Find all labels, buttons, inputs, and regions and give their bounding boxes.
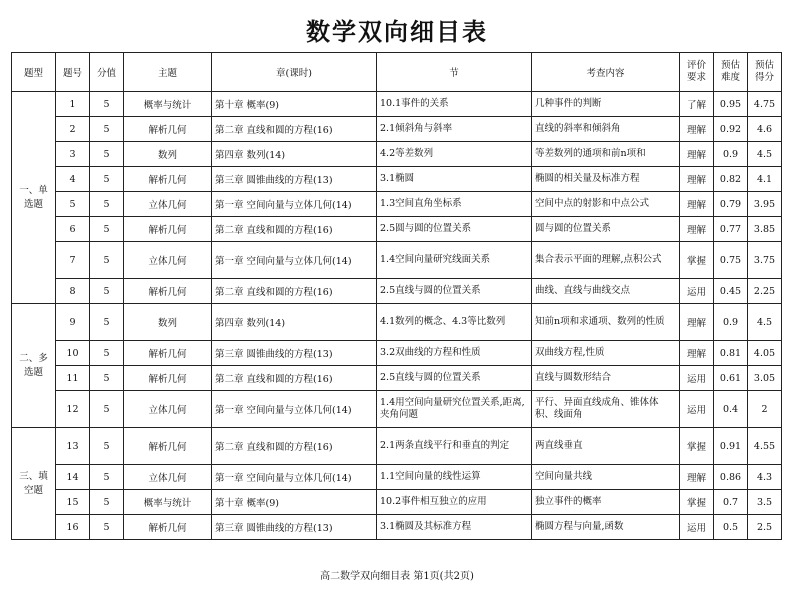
cell-topic: 数列 (124, 304, 212, 341)
cell-section: 2.5直线与圆的位置关系 (377, 279, 532, 304)
cell-diff: 0.79 (714, 192, 748, 217)
cell-num: 1 (56, 92, 90, 117)
cell-score: 5 (90, 92, 124, 117)
table-row (12, 192, 782, 217)
cell-num: 4 (56, 167, 90, 192)
question-type-cell: 三、填空题 (12, 428, 56, 540)
cell-score: 5 (90, 217, 124, 242)
cell-chapter: 第二章 直线和圆的方程(16) (212, 279, 377, 304)
spec-table (11, 52, 782, 540)
cell-diff: 0.7 (714, 490, 748, 515)
cell-eval: 理解 (680, 304, 714, 341)
cell-score: 5 (90, 117, 124, 142)
table-row (12, 304, 782, 341)
cell-content: 曲线、直线与曲线交点 (532, 279, 680, 304)
cell-score: 5 (90, 242, 124, 279)
header-section: 节 (377, 53, 532, 92)
cell-eval: 掌握 (680, 428, 714, 465)
cell-chapter: 第一章 空间向量与立体几何(14) (212, 192, 377, 217)
cell-diff: 0.77 (714, 217, 748, 242)
cell-diff: 0.5 (714, 515, 748, 540)
cell-num: 14 (56, 465, 90, 490)
cell-section: 4.1数列的概念、4.3等比数列 (377, 304, 532, 341)
table-row (12, 117, 782, 142)
cell-score: 5 (90, 279, 124, 304)
cell-est: 4.05 (748, 341, 782, 366)
cell-content: 知前n项和求通项、数列的性质 (532, 304, 680, 341)
cell-est: 2.5 (748, 515, 782, 540)
cell-eval: 运用 (680, 391, 714, 428)
cell-section: 2.1倾斜角与斜率 (377, 117, 532, 142)
cell-est: 2.25 (748, 279, 782, 304)
cell-content: 两直线垂直 (532, 428, 680, 465)
cell-num: 6 (56, 217, 90, 242)
table-row (12, 391, 782, 428)
cell-num: 11 (56, 366, 90, 391)
cell-est: 4.3 (748, 465, 782, 490)
cell-eval: 理解 (680, 217, 714, 242)
cell-topic: 解析几何 (124, 515, 212, 540)
table-row (12, 341, 782, 366)
header-eval: 评价要求 (680, 53, 714, 92)
header-score: 分值 (90, 53, 124, 92)
cell-diff: 0.81 (714, 341, 748, 366)
cell-topic: 解析几何 (124, 341, 212, 366)
cell-num: 3 (56, 142, 90, 167)
page-title: 数学双向细目表 (306, 18, 488, 46)
question-type-cell: 一、单选题 (12, 92, 56, 304)
cell-content: 圆与圆的位置关系 (532, 217, 680, 242)
cell-chapter: 第一章 空间向量与立体几何(14) (212, 391, 377, 428)
cell-est: 4.1 (748, 167, 782, 192)
cell-num: 13 (56, 428, 90, 465)
cell-content: 空间向量共线 (532, 465, 680, 490)
table-row (12, 242, 782, 279)
cell-diff: 0.91 (714, 428, 748, 465)
cell-eval: 运用 (680, 279, 714, 304)
cell-chapter: 第四章 数列(14) (212, 304, 377, 341)
cell-score: 5 (90, 341, 124, 366)
cell-section: 3.1椭圆 (377, 167, 532, 192)
cell-diff: 0.9 (714, 304, 748, 341)
cell-diff: 0.45 (714, 279, 748, 304)
cell-content: 几种事件的判断 (532, 92, 680, 117)
cell-diff: 0.86 (714, 465, 748, 490)
cell-chapter: 第一章 空间向量与立体几何(14) (212, 465, 377, 490)
header-topic: 主题 (124, 53, 212, 92)
cell-chapter: 第十章 概率(9) (212, 490, 377, 515)
cell-content: 直线的斜率和倾斜角 (532, 117, 680, 142)
cell-topic: 立体几何 (124, 391, 212, 428)
cell-est: 3.95 (748, 192, 782, 217)
cell-eval: 了解 (680, 92, 714, 117)
cell-chapter: 第二章 直线和圆的方程(16) (212, 117, 377, 142)
cell-score: 5 (90, 167, 124, 192)
header-diff: 预估难度 (714, 53, 748, 92)
header-type: 题型 (12, 53, 56, 92)
cell-diff: 0.75 (714, 242, 748, 279)
table-row (12, 167, 782, 192)
cell-eval: 理解 (680, 192, 714, 217)
table-row (12, 490, 782, 515)
cell-diff: 0.82 (714, 167, 748, 192)
cell-chapter: 第三章 圆锥曲线的方程(13) (212, 515, 377, 540)
cell-chapter: 第三章 圆锥曲线的方程(13) (212, 167, 377, 192)
cell-topic: 数列 (124, 142, 212, 167)
cell-section: 4.2等差数列 (377, 142, 532, 167)
question-type-cell: 二、多选题 (12, 304, 56, 428)
table-row (12, 142, 782, 167)
cell-est: 2 (748, 391, 782, 428)
cell-eval: 理解 (680, 465, 714, 490)
cell-num: 2 (56, 117, 90, 142)
cell-chapter: 第二章 直线和圆的方程(16) (212, 428, 377, 465)
cell-score: 5 (90, 192, 124, 217)
cell-section: 1.3空间直角坐标系 (377, 192, 532, 217)
cell-content: 集合表示平面的理解,点积公式 (532, 242, 680, 279)
cell-est: 4.55 (748, 428, 782, 465)
cell-topic: 立体几何 (124, 192, 212, 217)
cell-eval: 掌握 (680, 242, 714, 279)
cell-score: 5 (90, 142, 124, 167)
table-row (12, 465, 782, 490)
cell-topic: 解析几何 (124, 279, 212, 304)
cell-diff: 0.9 (714, 142, 748, 167)
cell-score: 5 (90, 490, 124, 515)
cell-score: 5 (90, 391, 124, 428)
cell-num: 8 (56, 279, 90, 304)
table-row (12, 428, 782, 465)
cell-score: 5 (90, 366, 124, 391)
cell-section: 2.1两条直线平行和垂直的判定 (377, 428, 532, 465)
cell-diff: 0.95 (714, 92, 748, 117)
cell-topic: 解析几何 (124, 428, 212, 465)
cell-content: 椭圆的相关量及标准方程 (532, 167, 680, 192)
cell-num: 12 (56, 391, 90, 428)
cell-num: 7 (56, 242, 90, 279)
cell-section: 10.2事件相互独立的应用 (377, 490, 532, 515)
cell-content: 空间中点的射影和中点公式 (532, 192, 680, 217)
cell-eval: 理解 (680, 341, 714, 366)
cell-eval: 运用 (680, 515, 714, 540)
cell-topic: 解析几何 (124, 217, 212, 242)
header-content: 考查内容 (532, 53, 680, 92)
cell-content: 椭圆方程与向量,函数 (532, 515, 680, 540)
table-row (12, 92, 782, 117)
cell-eval: 理解 (680, 167, 714, 192)
cell-content: 独立事件的概率 (532, 490, 680, 515)
cell-est: 4.5 (748, 304, 782, 341)
cell-diff: 0.61 (714, 366, 748, 391)
table-row (12, 366, 782, 391)
cell-chapter: 第四章 数列(14) (212, 142, 377, 167)
cell-score: 5 (90, 304, 124, 341)
cell-eval: 理解 (680, 142, 714, 167)
cell-est: 4.5 (748, 142, 782, 167)
header-num: 题号 (56, 53, 90, 92)
cell-diff: 0.92 (714, 117, 748, 142)
cell-chapter: 第二章 直线和圆的方程(16) (212, 217, 377, 242)
cell-topic: 立体几何 (124, 242, 212, 279)
cell-num: 10 (56, 341, 90, 366)
page-footer: 高二数学双向细目表 第1页(共2页) (320, 571, 474, 582)
cell-section: 3.1椭圆及其标准方程 (377, 515, 532, 540)
cell-est: 3.85 (748, 217, 782, 242)
cell-section: 2.5直线与圆的位置关系 (377, 366, 532, 391)
cell-score: 5 (90, 428, 124, 465)
cell-section: 1.4空间向量研究线面关系 (377, 242, 532, 279)
cell-est: 3.5 (748, 490, 782, 515)
table-row (12, 279, 782, 304)
header-chapter: 章(课时) (212, 53, 377, 92)
cell-section: 2.5圆与圆的位置关系 (377, 217, 532, 242)
cell-topic: 解析几何 (124, 117, 212, 142)
cell-section: 1.4用空间向量研究位置关系,距离,夹角问题 (377, 391, 532, 428)
cell-content: 平行、异面直线成角、锥体体积、线面角 (532, 391, 680, 428)
cell-content: 直线与圆数形结合 (532, 366, 680, 391)
cell-num: 5 (56, 192, 90, 217)
cell-topic: 解析几何 (124, 366, 212, 391)
cell-eval: 运用 (680, 366, 714, 391)
cell-chapter: 第三章 圆锥曲线的方程(13) (212, 341, 377, 366)
cell-content: 双曲线方程,性质 (532, 341, 680, 366)
table-row (12, 217, 782, 242)
cell-est: 3.05 (748, 366, 782, 391)
cell-section: 10.1事件的关系 (377, 92, 532, 117)
cell-section: 1.1空间向量的线性运算 (377, 465, 532, 490)
cell-chapter: 第一章 空间向量与立体几何(14) (212, 242, 377, 279)
cell-score: 5 (90, 465, 124, 490)
cell-topic: 概率与统计 (124, 490, 212, 515)
cell-diff: 0.4 (714, 391, 748, 428)
cell-num: 9 (56, 304, 90, 341)
cell-section: 3.2双曲线的方程和性质 (377, 341, 532, 366)
table-row (12, 515, 782, 540)
cell-topic: 立体几何 (124, 465, 212, 490)
cell-num: 16 (56, 515, 90, 540)
cell-num: 15 (56, 490, 90, 515)
cell-est: 4.75 (748, 92, 782, 117)
cell-eval: 理解 (680, 117, 714, 142)
cell-chapter: 第十章 概率(9) (212, 92, 377, 117)
cell-topic: 解析几何 (124, 167, 212, 192)
cell-chapter: 第二章 直线和圆的方程(16) (212, 366, 377, 391)
cell-est: 4.6 (748, 117, 782, 142)
table-header-row (12, 53, 782, 92)
cell-est: 3.75 (748, 242, 782, 279)
cell-topic: 概率与统计 (124, 92, 212, 117)
cell-content: 等差数列的通项和前n项和 (532, 142, 680, 167)
header-est: 预估得分 (748, 53, 782, 92)
cell-score: 5 (90, 515, 124, 540)
cell-eval: 掌握 (680, 490, 714, 515)
